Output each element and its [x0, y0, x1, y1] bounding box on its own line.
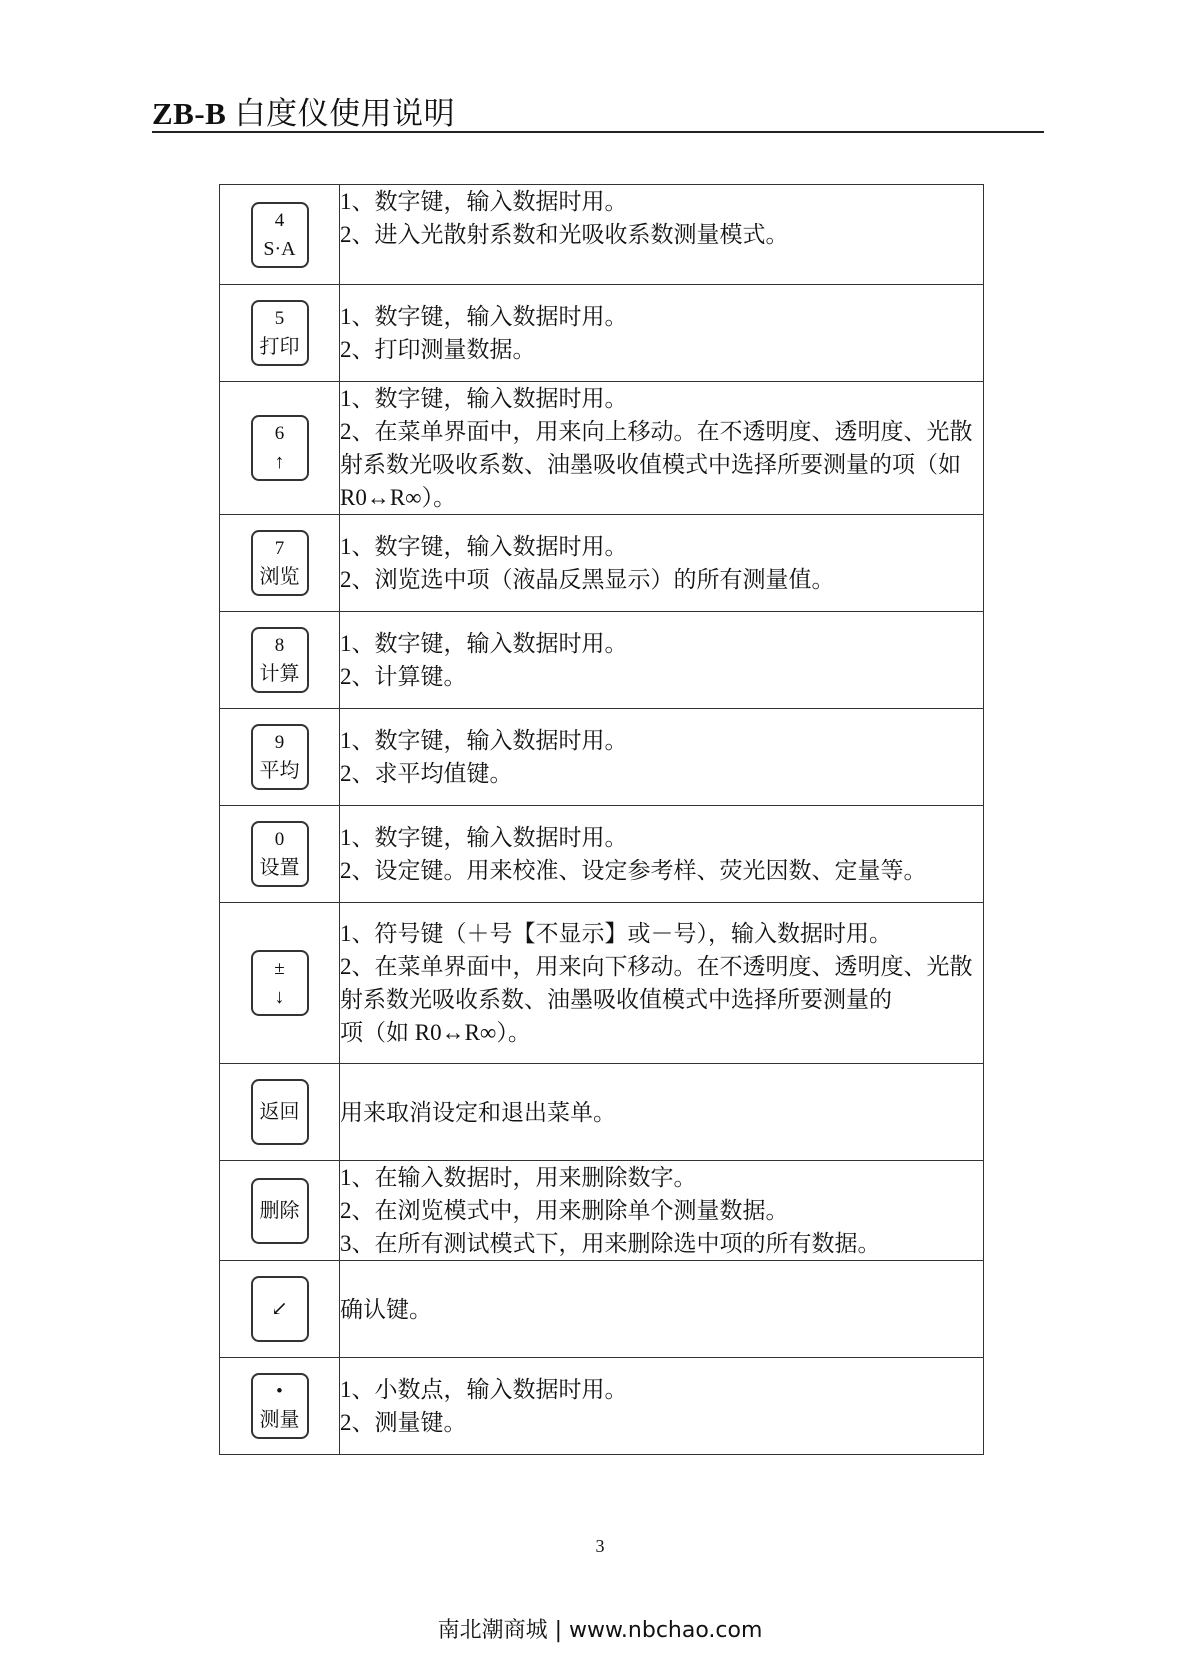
- key-cell: [220, 903, 340, 1064]
- key-cell: [220, 806, 340, 903]
- description-cell: [340, 1064, 984, 1161]
- keycap-secondary-label: ↑: [274, 451, 285, 473]
- key-cell: [220, 1261, 340, 1358]
- keycap-icon: [251, 1178, 309, 1244]
- key-cell: [220, 382, 340, 515]
- key-cell: [220, 1161, 340, 1261]
- key-cell: [220, 1358, 340, 1455]
- table-row: [220, 1358, 984, 1455]
- keycap-primary-label: 6: [274, 423, 285, 444]
- key-cell: [220, 185, 340, 285]
- description-line: 2、在浏览模式中，用来删除单个测量数据。: [340, 1198, 789, 1223]
- keycap-secondary-label: 返回: [259, 1101, 300, 1123]
- description-line: 1、在输入数据时，用来删除数字。: [340, 1165, 697, 1190]
- description-line: 2、进入光散射系数和光吸收系数测量模式。: [340, 222, 789, 247]
- keycap-icon: [251, 950, 309, 1016]
- key-cell: [220, 515, 340, 612]
- description-cell: [340, 612, 984, 709]
- description-line: 3、在所有测试模式下，用来删除选中项的所有数据。: [340, 1231, 881, 1256]
- description-line: 1、数字键，输入数据时用。: [340, 189, 628, 214]
- description-line: 1、数字键，输入数据时用。: [340, 304, 628, 329]
- keycap-secondary-label: 测量: [259, 1409, 300, 1431]
- key-function-table: [219, 184, 984, 1455]
- keycap-secondary-label: 计算: [259, 663, 300, 685]
- keycap-secondary-label: S·A: [263, 237, 296, 260]
- description-line: 项（如 R0↔R∞）。: [340, 1020, 531, 1045]
- keycap-icon: [251, 724, 309, 790]
- keycap-secondary-label: 平均: [259, 760, 300, 782]
- table-row: [220, 612, 984, 709]
- table-row: [220, 903, 984, 1064]
- description-cell: [340, 1261, 984, 1358]
- keycap-icon: [251, 627, 309, 693]
- description-line: 2、浏览选中项（液晶反黑显示）的所有测量值。: [340, 567, 835, 592]
- key-cell: [220, 1064, 340, 1161]
- page-number: 3: [595, 1536, 605, 1556]
- keycap-secondary-label: 删除: [259, 1199, 300, 1222]
- description-line: 2、设定键。用来校准、设定参考样、荧光因数、定量等。: [340, 858, 927, 883]
- keycap-icon: [251, 300, 309, 366]
- description-line: [340, 251, 983, 284]
- keycap-primary-label: 8: [274, 635, 285, 656]
- description-line: 2、测量键。: [340, 1410, 467, 1435]
- description-line: 2、在菜单界面中，用来向下移动。在不透明度、透明度、光散射系数光吸收系数、油墨吸收值模式中选择所要测量的: [340, 954, 973, 1012]
- key-cell: [220, 612, 340, 709]
- key-cell: [220, 285, 340, 382]
- table-row: [220, 1161, 984, 1261]
- footer-brand: 南北潮商城 | www.nbchao.com: [437, 1618, 763, 1643]
- keycap-secondary-label: 设置: [259, 857, 300, 879]
- keycap-icon: [251, 415, 309, 481]
- table-row: [220, 1261, 984, 1358]
- table-row: [220, 709, 984, 806]
- table-row: [220, 382, 984, 515]
- keycap-icon: [251, 1276, 309, 1342]
- description-cell: [340, 1161, 984, 1261]
- description-line: 1、数字键，输入数据时用。: [340, 728, 628, 753]
- keycap-icon: [251, 202, 309, 268]
- keycap-primary-label: 9: [274, 732, 285, 753]
- keycap-primary-label: ±: [274, 958, 285, 979]
- header-divider: [152, 131, 1044, 133]
- keycap-secondary-label: 打印: [259, 336, 300, 358]
- keycap-icon: [251, 1373, 309, 1439]
- table-row: [220, 285, 984, 382]
- description-line: 1、数字键，输入数据时用。: [340, 534, 628, 559]
- description-line: 2、求平均值键。: [340, 761, 513, 786]
- document-title: [152, 88, 455, 133]
- keycap-secondary-label: 浏览: [259, 566, 300, 588]
- description-cell: [340, 285, 984, 382]
- description-cell: [340, 1358, 984, 1455]
- table-row: [220, 515, 984, 612]
- description-line: 1、小数点，输入数据时用。: [340, 1377, 628, 1402]
- description-cell: [340, 185, 984, 285]
- keycap-icon: [251, 530, 309, 596]
- description-line: 1、数字键，输入数据时用。: [340, 631, 628, 656]
- keycap-primary-label: 0: [274, 829, 285, 850]
- description-line: 1、符号键（＋号【不显示】或－号），输入数据时用。: [340, 921, 892, 946]
- description-line: 1、数字键，输入数据时用。: [340, 825, 628, 850]
- table-row: [220, 185, 984, 285]
- keycap-primary-label: 7: [274, 538, 285, 559]
- title-model: ZB-B: [152, 96, 227, 131]
- keycap-primary-label: 5: [274, 308, 285, 329]
- table-row: [220, 1064, 984, 1161]
- keycap-secondary-label: ↙: [271, 1298, 288, 1320]
- description-cell: [340, 382, 984, 515]
- description-cell: [340, 709, 984, 806]
- table-row: [220, 806, 984, 903]
- keycap-icon: [251, 1079, 309, 1145]
- keycap-secondary-label: ↓: [274, 986, 285, 1008]
- description-line: 2、在菜单界面中，用来向上移动。在不透明度、透明度、光散射系数光吸收系数、油墨吸收值模式中选择所要测量的项（如 R0↔R∞）。: [340, 419, 973, 510]
- description-line: 2、打印测量数据。: [340, 337, 536, 362]
- description-cell: [340, 903, 984, 1064]
- keycap-primary-label: 4: [274, 209, 285, 231]
- description-cell: [340, 806, 984, 903]
- key-cell: [220, 709, 340, 806]
- description-line: 用来取消设定和退出菜单。: [340, 1099, 616, 1125]
- title-text: 白度仪使用说明: [234, 96, 456, 131]
- keycap-primary-label: •: [276, 1381, 283, 1402]
- description-cell: [340, 515, 984, 612]
- description-line: 2、计算键。: [340, 664, 467, 689]
- description-line: 确认键。: [340, 1296, 432, 1322]
- description-line: 1、数字键，输入数据时用。: [340, 386, 628, 411]
- keycap-icon: [251, 821, 309, 887]
